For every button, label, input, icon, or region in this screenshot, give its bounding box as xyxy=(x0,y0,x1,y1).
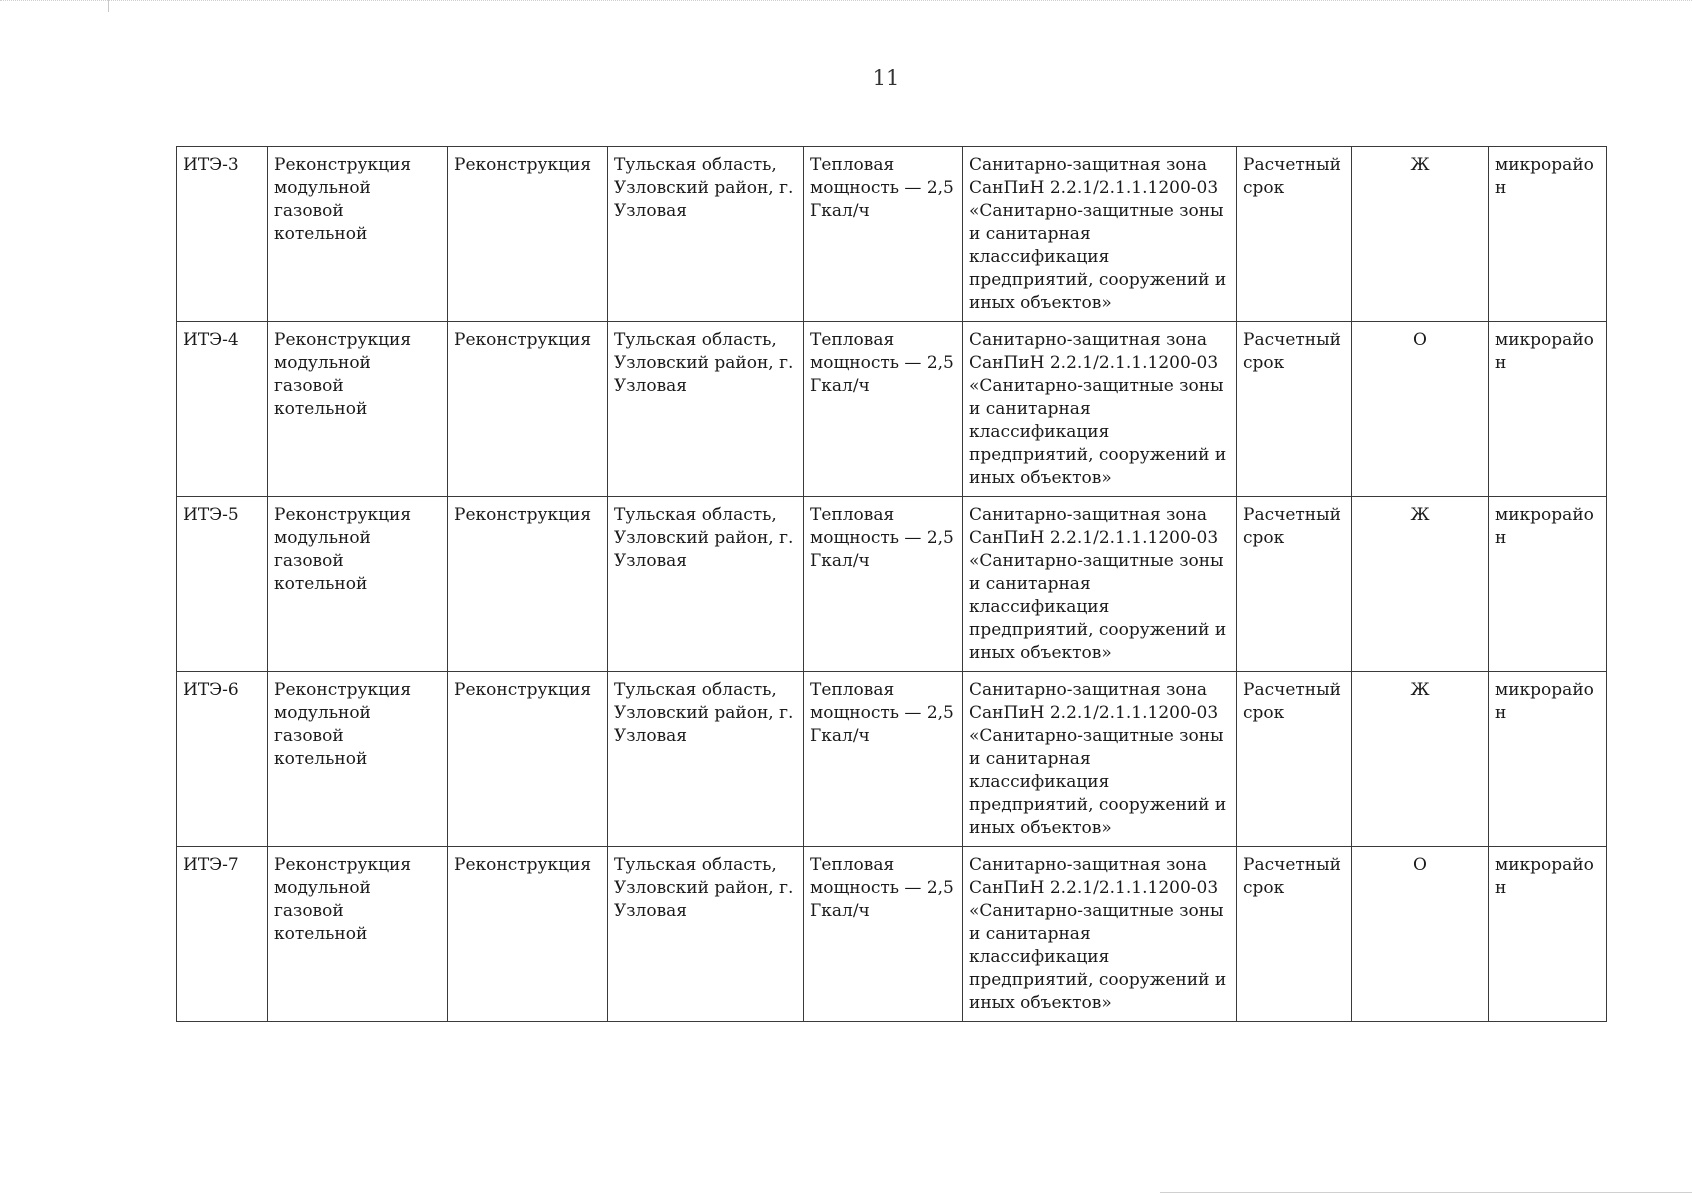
cell-code: ИТЭ-6 xyxy=(177,672,268,847)
cell-type: Ж xyxy=(1352,147,1489,322)
cell-location: Тульская область, Узловский район, г. Узловая xyxy=(608,847,804,1022)
cell-type: Ж xyxy=(1352,672,1489,847)
cell-code: ИТЭ-5 xyxy=(177,497,268,672)
cell-significance: микрорайон xyxy=(1489,672,1607,847)
table-row xyxy=(177,322,1607,497)
objects-table xyxy=(176,146,1607,1022)
cell-zone: Санитарно-защитная зона СанПиН 2.2.1/2.1.1.1200-03 «Санитарно-защитные зоны и санитарная классификация предприятий, сооружений и иных объектов» xyxy=(963,322,1237,497)
cell-capacity: Тепловая мощность — 2,5 Гкал/ч xyxy=(804,672,963,847)
cell-code: ИТЭ-3 xyxy=(177,147,268,322)
cell-location: Тульская область, Узловский район, г. Узловая xyxy=(608,497,804,672)
cell-kind: Реконструкция xyxy=(448,847,608,1022)
cell-code: ИТЭ-7 xyxy=(177,847,268,1022)
cell-name: Реконструкция модульной газовой котельной xyxy=(268,147,448,322)
cell-significance: микрорайон xyxy=(1489,497,1607,672)
cell-name: Реконструкция модульной газовой котельной xyxy=(268,322,448,497)
cell-term: Расчетный срок xyxy=(1237,322,1352,497)
cell-location: Тульская область, Узловский район, г. Узловая xyxy=(608,322,804,497)
cell-significance: микрорайон xyxy=(1489,147,1607,322)
cell-capacity: Тепловая мощность — 2,5 Гкал/ч xyxy=(804,322,963,497)
table-row xyxy=(177,147,1607,322)
cell-zone: Санитарно-защитная зона СанПиН 2.2.1/2.1.1.1200-03 «Санитарно-защитные зоны и санитарная классификация предприятий, сооружений и иных объектов» xyxy=(963,847,1237,1022)
scan-bottom-edge xyxy=(1160,1192,1692,1193)
cell-zone: Санитарно-защитная зона СанПиН 2.2.1/2.1.1.1200-03 «Санитарно-защитные зоны и санитарная классификация предприятий, сооружений и иных объектов» xyxy=(963,672,1237,847)
page-number: 11 xyxy=(872,66,900,90)
cell-type: О xyxy=(1352,322,1489,497)
table-row xyxy=(177,672,1607,847)
cell-capacity: Тепловая мощность — 2,5 Гкал/ч xyxy=(804,497,963,672)
cell-location: Тульская область, Узловский район, г. Узловая xyxy=(608,672,804,847)
cell-term: Расчетный срок xyxy=(1237,847,1352,1022)
cell-code: ИТЭ-4 xyxy=(177,322,268,497)
scan-margin-mark xyxy=(108,0,109,12)
cell-name: Реконструкция модульной газовой котельной xyxy=(268,847,448,1022)
cell-term: Расчетный срок xyxy=(1237,497,1352,672)
cell-kind: Реконструкция xyxy=(448,147,608,322)
cell-kind: Реконструкция xyxy=(448,672,608,847)
cell-zone: Санитарно-защитная зона СанПиН 2.2.1/2.1.1.1200-03 «Санитарно-защитные зоны и санитарная классификация предприятий, сооружений и иных объектов» xyxy=(963,147,1237,322)
cell-term: Расчетный срок xyxy=(1237,672,1352,847)
table-row xyxy=(177,847,1607,1022)
cell-zone: Санитарно-защитная зона СанПиН 2.2.1/2.1.1.1200-03 «Санитарно-защитные зоны и санитарная классификация предприятий, сооружений и иных объектов» xyxy=(963,497,1237,672)
scan-top-edge xyxy=(0,0,1692,15)
cell-location: Тульская область, Узловский район, г. Узловая xyxy=(608,147,804,322)
cell-kind: Реконструкция xyxy=(448,497,608,672)
cell-name: Реконструкция модульной газовой котельной xyxy=(268,497,448,672)
cell-significance: микрорайон xyxy=(1489,847,1607,1022)
cell-type: О xyxy=(1352,847,1489,1022)
table-row xyxy=(177,497,1607,672)
cell-name: Реконструкция модульной газовой котельной xyxy=(268,672,448,847)
cell-significance: микрорайон xyxy=(1489,322,1607,497)
cell-capacity: Тепловая мощность — 2,5 Гкал/ч xyxy=(804,847,963,1022)
cell-term: Расчетный срок xyxy=(1237,147,1352,322)
cell-capacity: Тепловая мощность — 2,5 Гкал/ч xyxy=(804,147,963,322)
cell-kind: Реконструкция xyxy=(448,322,608,497)
cell-type: Ж xyxy=(1352,497,1489,672)
